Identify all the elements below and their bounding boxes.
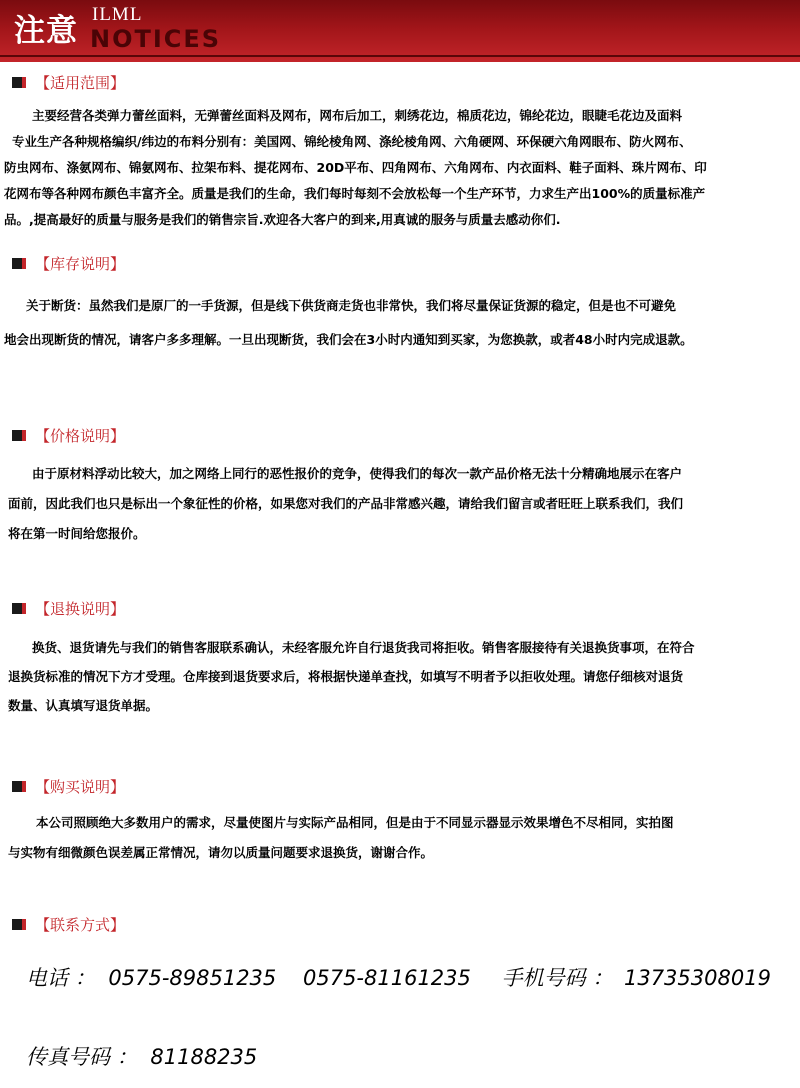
section-body-price: [4, 459, 796, 549]
section-heading-text: 【退换说明】: [35, 599, 126, 618]
banner-en-small: ILML: [92, 4, 143, 25]
contact-phone-line: [26, 962, 771, 992]
square-bullet-icon: [12, 781, 23, 792]
paragraph-line: 主要经营各类弹力蕾丝面料，无弹蕾丝面料及网布，网布后加工，刺绣花边，棉质花边，锦纶花边，眼睫毛花边及面料: [32, 108, 683, 123]
square-bullet-icon: [12, 77, 23, 88]
contact-fax-line: [26, 1041, 257, 1071]
section-heading-stock: [12, 252, 125, 274]
paragraph-line: 退换货标准的情况下方才受理。仓库接到退货要求后，将根据快递单查找，如填写不明者予以拒收处理。请您仔细核对退货: [8, 669, 684, 684]
section-body-stock: [4, 289, 796, 357]
section-heading-contact: [12, 913, 125, 935]
section-heading-text: 【购买说明】: [35, 777, 126, 796]
mobile-label: 手机号码 ：: [501, 966, 614, 990]
square-bullet-icon: [12, 603, 23, 614]
phone-label: 电话 ：: [26, 966, 96, 990]
section-heading-purchase: [12, 775, 125, 797]
paragraph-line: 换货、退货请先与我们的销售客服联系确认，未经客服允许自行退货我司将拒收。销售客服接待有关退换货事项，在符合: [32, 640, 695, 655]
fax-label: 传真号码 ：: [26, 1045, 138, 1069]
square-bullet-icon: [12, 919, 23, 930]
section-body-returns: [4, 633, 796, 720]
phone-number-1: 0575-89851235: [108, 966, 277, 990]
paragraph-line: 数量、认真填写退货单据。: [8, 698, 159, 713]
section-heading-scope: [12, 71, 125, 93]
banner-cn-title: 注意: [14, 13, 78, 49]
section-heading-text: 【价格说明】: [35, 426, 126, 445]
section-heading-text: 【库存说明】: [35, 254, 126, 273]
square-bullet-icon: [12, 258, 23, 269]
section-heading-price: [12, 424, 125, 446]
section-body-scope: [4, 103, 796, 233]
notice-banner: [0, 0, 800, 62]
paragraph-line: 品。,提高最好的质量与服务是我们的销售宗旨.欢迎各大客户的到来,用真诚的服务与质量去感动你们.: [4, 212, 561, 227]
paragraph-line: 专业生产各种规格编织/纬边的布料分别有：美国网、锦纶棱角网、涤纶棱角网、六角硬网、环保硬六角网眼布、防火网布、: [12, 134, 692, 149]
paragraph-line: 防虫网布、涤氨网布、锦氨网布、拉架布料、提花网布、20D平布、四角网布、六角网布、内衣面料、鞋子面料、珠片网布、印: [4, 160, 707, 175]
phone-number-2: 0575-81161235: [302, 966, 471, 990]
fax-number: 81188235: [150, 1045, 258, 1069]
paragraph-line: 关于断货：虽然我们是原厂的一手货源，但是线下供货商走货也非常快，我们将尽量保证货源的稳定，但是也不可避免: [26, 298, 677, 313]
paragraph-line: 本公司照顾绝大多数用户的需求，尽量使图片与实际产品相同，但是由于不同显示器显示效果增色不尽相同，实拍图: [36, 815, 674, 830]
section-heading-text: 【联系方式】: [35, 915, 126, 934]
paragraph-line: 地会出现断货的情况，请客户多多理解。一旦出现断货，我们会在3小时内通知到买家，为您换款，或者48小时内完成退款。: [4, 332, 693, 347]
section-body-purchase: [4, 808, 796, 868]
square-bullet-icon: [12, 430, 23, 441]
mobile-number: 13735308019: [623, 966, 771, 990]
banner-en-big: NOTICES: [90, 25, 222, 53]
paragraph-line: 由于原材料浮动比较大，加之网络上同行的恶性报价的竞争，使得我们的每次一款产品价格无法十分精确地展示在客户: [32, 466, 683, 481]
paragraph-line: 将在第一时间给您报价。: [8, 526, 146, 541]
section-heading-returns: [12, 597, 125, 619]
paragraph-line: 与实物有细微颜色误差属正常情况，请勿以质量问题要求退换货，谢谢合作。: [8, 845, 434, 860]
banner-divider: [0, 55, 800, 57]
paragraph-line: 面前，因此我们也只是标出一个象征性的价格，如果您对我们的产品非常感兴趣，请给我们留言或者旺旺上联系我们，我们: [8, 496, 684, 511]
paragraph-line: 花网布等各种网布颜色丰富齐全。质量是我们的生命，我们每时每刻不会放松每一个生产环节，力求生产出100%的质量标准产: [4, 186, 706, 201]
section-heading-text: 【适用范围】: [35, 73, 126, 92]
